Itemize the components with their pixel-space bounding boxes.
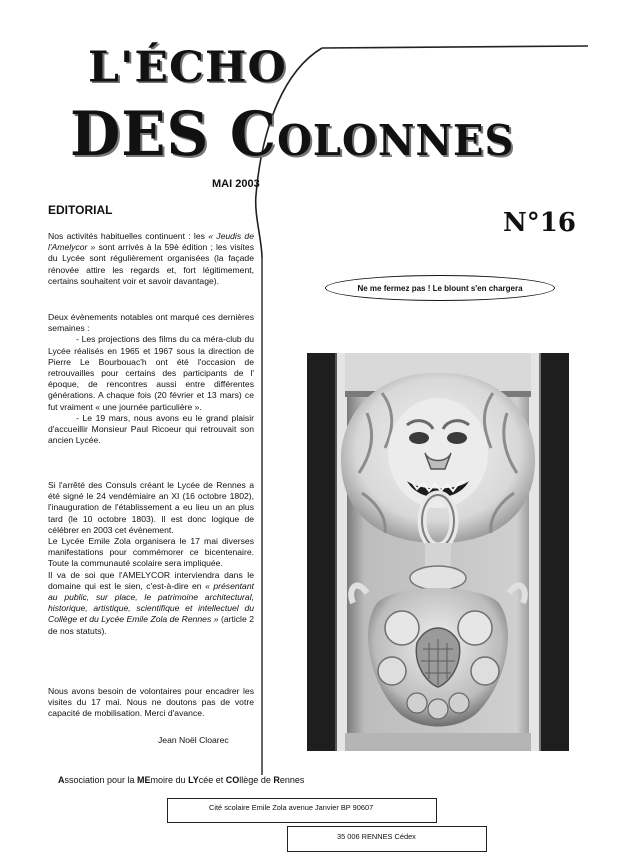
issue-date: MAI 2003 [212,178,260,190]
issue-number: N°16 [503,208,576,238]
editorial-paragraph-4 [48,686,254,720]
editorial-paragraph-1 [48,231,254,287]
masthead-word-des: DES [70,98,210,170]
lion-head-sculpture-image [307,353,569,751]
association-name [58,775,304,785]
para3-quote: « présentant au public, sur place, le patrimoine architectural, historique, artistique, scientifique et intellectuel du Collège et du Lycée Emile Zola de Rennes » [48,580,254,625]
para2-item-2: - Le 19 mars, nous avons eu le grand plaisir d'accueillir Monsieur Paul Ricoeur qui retrouvait son ancien Lycée. [48,412,254,446]
masthead-letter-c: C [229,98,278,170]
para3-text-a: Si l'arrêté des Consuls créant le Lycée de Rennes a été signé le 24 vendémiaire an XI (16 octobre 1802), l'inauguration de l'établissement a eu lieu un an plus tard (le 10 octobre 1803). Il est donc logique de célébrer en 2003 cet évènement. [48,480,254,535]
editorial-signature: Jean Noël Cloarec [158,735,229,745]
assoc-r: R [273,775,280,785]
para2-item-1: - Les projections des films du ca méra-club du Lycée réalisés en 1965 et 1967 sous la direction de Pierre Le Bourbouac'h ont été l'occasion de retrouvailles pour certains des participants de l' époque, de rencontres aussi entre différentes générations. A chaque fois (20 février et 13 mars) ce fut vraiment « une journée particulière ». [48,334,254,412]
tagline-oval [325,275,555,301]
address-line-1: Cité scolaire Emile Zola avenue Janvier BP 90607 [209,803,374,812]
assoc-a: A [58,775,65,785]
assoc-co: CO [225,775,240,785]
lion-head-photo [307,353,569,751]
para2-intro: Deux évènements notables ont marqué ces dernières semaines : [48,312,254,334]
tagline-text: Ne me fermez pas ! Le blount s'en chargera [357,283,523,293]
assoc-me: ME [137,775,151,785]
para1-text-b: sont arrivés à la 59è édition ; les visites du Lycée sont régulièrement organisées (la façade rénovée attire les regards et, fort légitimement, certains souhaitent voir et savoir davantage). [48,242,254,286]
para3-text-d: (article 2 de nos statuts). [48,614,254,636]
editorial-heading: EDITORIAL [48,203,113,217]
para1-text-a: Nos activités habituelles continuent : les [48,231,209,241]
assoc-ly-rest: cée et [198,775,226,785]
assoc-r-rest: ennes [279,775,305,785]
assoc-co-rest: llège de [239,775,274,785]
masthead-title-line2 [70,98,514,169]
address-line-2: 35 006 RENNES Cédex [337,832,416,841]
para1-jeudis: « Jeudis de l'Amelycor » [48,231,254,253]
assoc-a-rest: ssociation pour la [64,775,138,785]
editorial-paragraph-3 [48,480,254,637]
para4-text: Nous avons besoin de volontaires pour encadrer les visites du 17 mai. Nous ne doutons pas de votre capacité de mobilisation. Merci d'avance. [48,686,254,719]
masthead-word-olonnes: OLONNES [277,116,515,166]
masthead-title-line1: L'ÉCHO [88,43,287,92]
para3-text-c: Il va de soi que l'AMELYCOR interviendra dans le domaine qui est le sien, c'est-à-dire en [48,569,254,591]
assoc-me-rest: moire du [150,775,189,785]
assoc-ly: LY [188,775,199,785]
editorial-paragraph-2 [48,312,254,446]
para3-text-b: Le Lycée Emile Zola organisera le 17 mai diverses manifestations pour commémorer ce bicentenaire. Toute la communauté scolaire sera impliquée. [48,536,254,569]
